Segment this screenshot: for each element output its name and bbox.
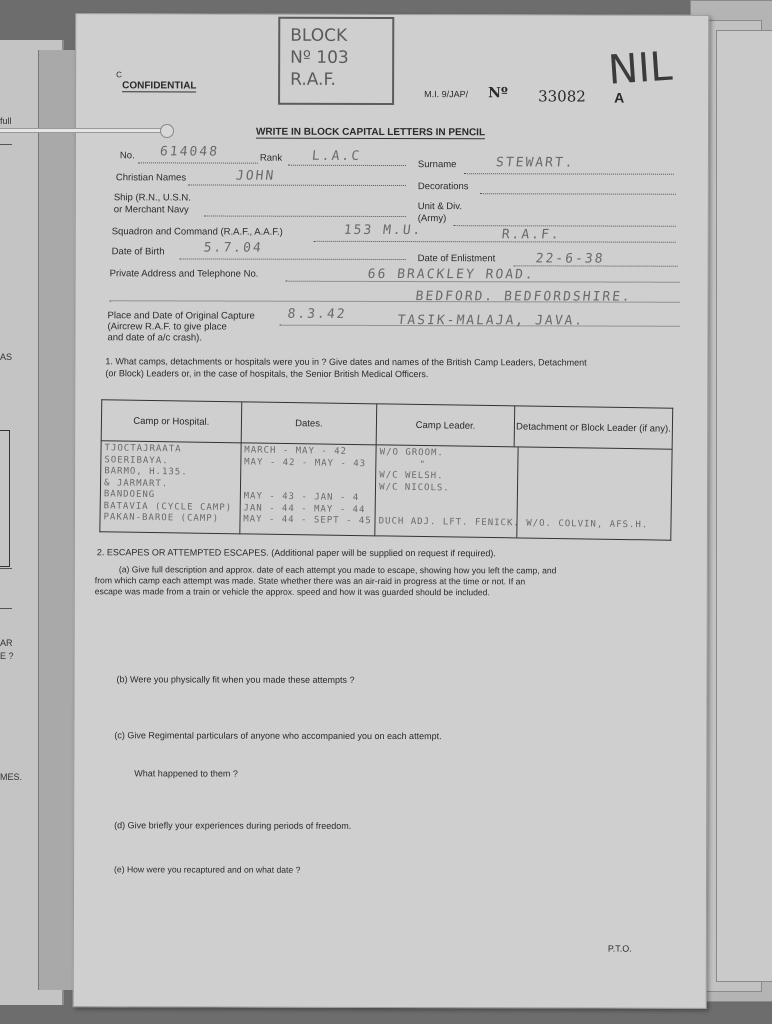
ship-label-2: or Merchant Navy	[113, 204, 189, 216]
pto-label: P.T.O.	[607, 943, 632, 954]
camp-entry: PAKAN-BAROE (CAMP)	[103, 512, 220, 525]
left-fragment-1: full	[0, 116, 12, 126]
left-box	[0, 430, 10, 567]
camps-table	[99, 399, 673, 540]
leader-entry: "	[419, 459, 426, 470]
capture-date: 8.3.42	[286, 306, 348, 322]
back-paper-sheet-2	[716, 30, 772, 982]
date-entry: MAY - 43 - JAN - 4	[243, 491, 360, 504]
tag-eyelet	[160, 124, 174, 138]
service-no-line	[138, 162, 258, 163]
squadron-value-1: 153 M.U.	[342, 222, 424, 239]
no-label: Nº	[488, 85, 508, 102]
surname-line	[464, 173, 674, 175]
stamp-line-1: BLOCK	[290, 25, 348, 46]
address-label: Private Address and Telephone No.	[109, 268, 259, 280]
date-entry: JAN - 44 - MAY - 44	[243, 502, 366, 515]
service-no-value: 614048	[159, 144, 220, 160]
dob-line	[180, 258, 406, 260]
q1-line-1: 1. What camps, detachments or hospitals were you in ? Give dates and names of the British Camp Leaders, Detachment	[105, 356, 587, 368]
q2-e: (e) How were you recaptured and on what date ?	[114, 864, 301, 875]
q2-a-line-1: (a) Give full description and approx. date of each attempt you made to escape, showing how you left the camp, and	[118, 564, 557, 576]
camp-entry: TJOCTAJRAATA	[104, 443, 182, 455]
ship-label-1: Ship (R.N., U.S.N.	[113, 192, 191, 204]
q2-b: (b) Were you physically fit when you made these attempts ?	[116, 674, 355, 685]
rank-value: L.A.C	[311, 148, 362, 164]
unit-label-1: Unit & Div.	[417, 201, 462, 213]
col-camp-header: Camp or Hospital.	[101, 400, 241, 443]
ref-label: M.I. 9/JAP/	[424, 89, 469, 100]
leader-entry: W/C NICOLS.	[379, 481, 450, 493]
date-entry: MAY - 44 - SEPT - 45	[243, 514, 372, 527]
nil-annotation: NIL	[606, 43, 674, 94]
q2-a-line-3: escape was made from a train or vehicle the approx. speed and how it was guarded should be included.	[94, 586, 490, 598]
col-dates-header: Dates.	[241, 402, 377, 445]
q2-c-followup: What happened to them ?	[134, 768, 238, 779]
left-rule-3	[0, 608, 12, 609]
rank-line	[288, 165, 406, 166]
q2-c: (c) Give Regimental particulars of anyone who accompanied you on each attempt.	[114, 730, 442, 742]
stamp-line-3: R.A.F.	[290, 69, 336, 90]
capture-place: TASIK-MALAJA, JAVA.	[396, 313, 586, 329]
capture-label-2: (Aircrew R.A.F. to give place	[107, 321, 227, 333]
camp-entry: BATAVIA (CYCLE CAMP)	[103, 500, 233, 513]
serial-suffix: A	[614, 89, 625, 106]
squadron-line	[314, 241, 676, 243]
decorations-line	[480, 193, 676, 195]
col-detachment-header: Detachment or Block Leader (if any).	[514, 406, 673, 449]
camp-entry: & JARMART.	[103, 477, 169, 489]
capture-label-1: Place and Date of Original Capture	[107, 310, 255, 322]
surname-value: STEWART.	[495, 155, 576, 171]
camp-entry: BANDOENG	[103, 489, 156, 501]
camp-entry: BARMO, H.135.	[104, 466, 188, 478]
squadron-label: Squadron and Command (R.A.F., A.A.F.)	[111, 226, 283, 238]
q2-d: (d) Give briefly your experiences during periods of freedom.	[114, 820, 352, 831]
service-no-label: No.	[119, 150, 135, 162]
instruction-heading: WRITE IN BLOCK CAPITAL LETTERS IN PENCIL	[255, 126, 486, 139]
rank-label: Rank	[259, 152, 283, 164]
table-row	[100, 441, 672, 540]
header-prefix: C	[116, 70, 122, 80]
col-leader-header: Camp Leader.	[376, 404, 515, 447]
squadron-value-2: R.A.F.	[500, 227, 562, 243]
q2-title: 2. ESCAPES OR ATTEMPTED ESCAPES. (Additional paper will be supplied on request if required).	[96, 547, 496, 559]
christian-names-value: JOHN	[235, 168, 276, 184]
left-fragment-5: MES.	[0, 772, 23, 782]
camps-cell	[100, 441, 241, 534]
document-page	[73, 13, 710, 1009]
confidential-label: CONFIDENTIAL	[122, 80, 197, 92]
dob-value: 5.7.04	[202, 240, 264, 256]
left-rule-2	[0, 568, 12, 569]
dob-label: Date of Birth	[111, 246, 165, 258]
capture-label-3: and date of a/c crash).	[107, 332, 202, 344]
unit-label-2: (Army)	[417, 213, 447, 225]
tag-string	[0, 128, 172, 133]
left-rule	[0, 144, 12, 145]
date-entry: MARCH - MAY - 42	[244, 445, 348, 457]
left-fragment-3: AR	[0, 638, 13, 648]
leader-entry: W/O GROOM.	[379, 447, 444, 459]
enlistment-label: Date of Enlistment	[417, 253, 496, 265]
block-stamp	[278, 17, 394, 105]
unit-line	[454, 225, 676, 227]
leaders-cell	[375, 445, 672, 540]
address-value-1: 66 BRACKLEY ROAD.	[366, 266, 536, 283]
left-fragment-2: AS	[0, 352, 13, 362]
surname-label: Surname	[417, 159, 457, 171]
date-entry: MAY - 42 - MAY - 43	[244, 456, 367, 469]
left-fragment-4: E ?	[0, 651, 14, 661]
q2-a-line-2: from which camp each attempt was made. State whether there was an air-raid in progress at the time or not. If an	[94, 575, 526, 587]
stamp-line-2: Nº 103	[290, 47, 349, 68]
enlistment-value: 22-6-38	[534, 251, 606, 267]
leader-entry: W/C WELSH.	[379, 470, 444, 482]
decorations-label: Decorations	[417, 181, 469, 193]
ship-line	[204, 216, 406, 218]
christian-names-line	[188, 184, 406, 186]
camp-entry: SOERIBAYA.	[104, 454, 169, 466]
leader-entry: DUCH ADJ. LFT. FENICK. W/O. COLVIN, AFS.H.	[378, 516, 649, 531]
serial-number: 33082	[538, 87, 586, 106]
christian-names-label: Christian Names	[115, 172, 187, 184]
dates-cell	[240, 443, 377, 536]
q1-line-2: (or Block) Leaders or, in the case of hospitals, the Senior British Medical Officers.	[105, 368, 429, 380]
address-value-2: BEDFORD. BEDFORDSHIRE.	[414, 289, 633, 305]
